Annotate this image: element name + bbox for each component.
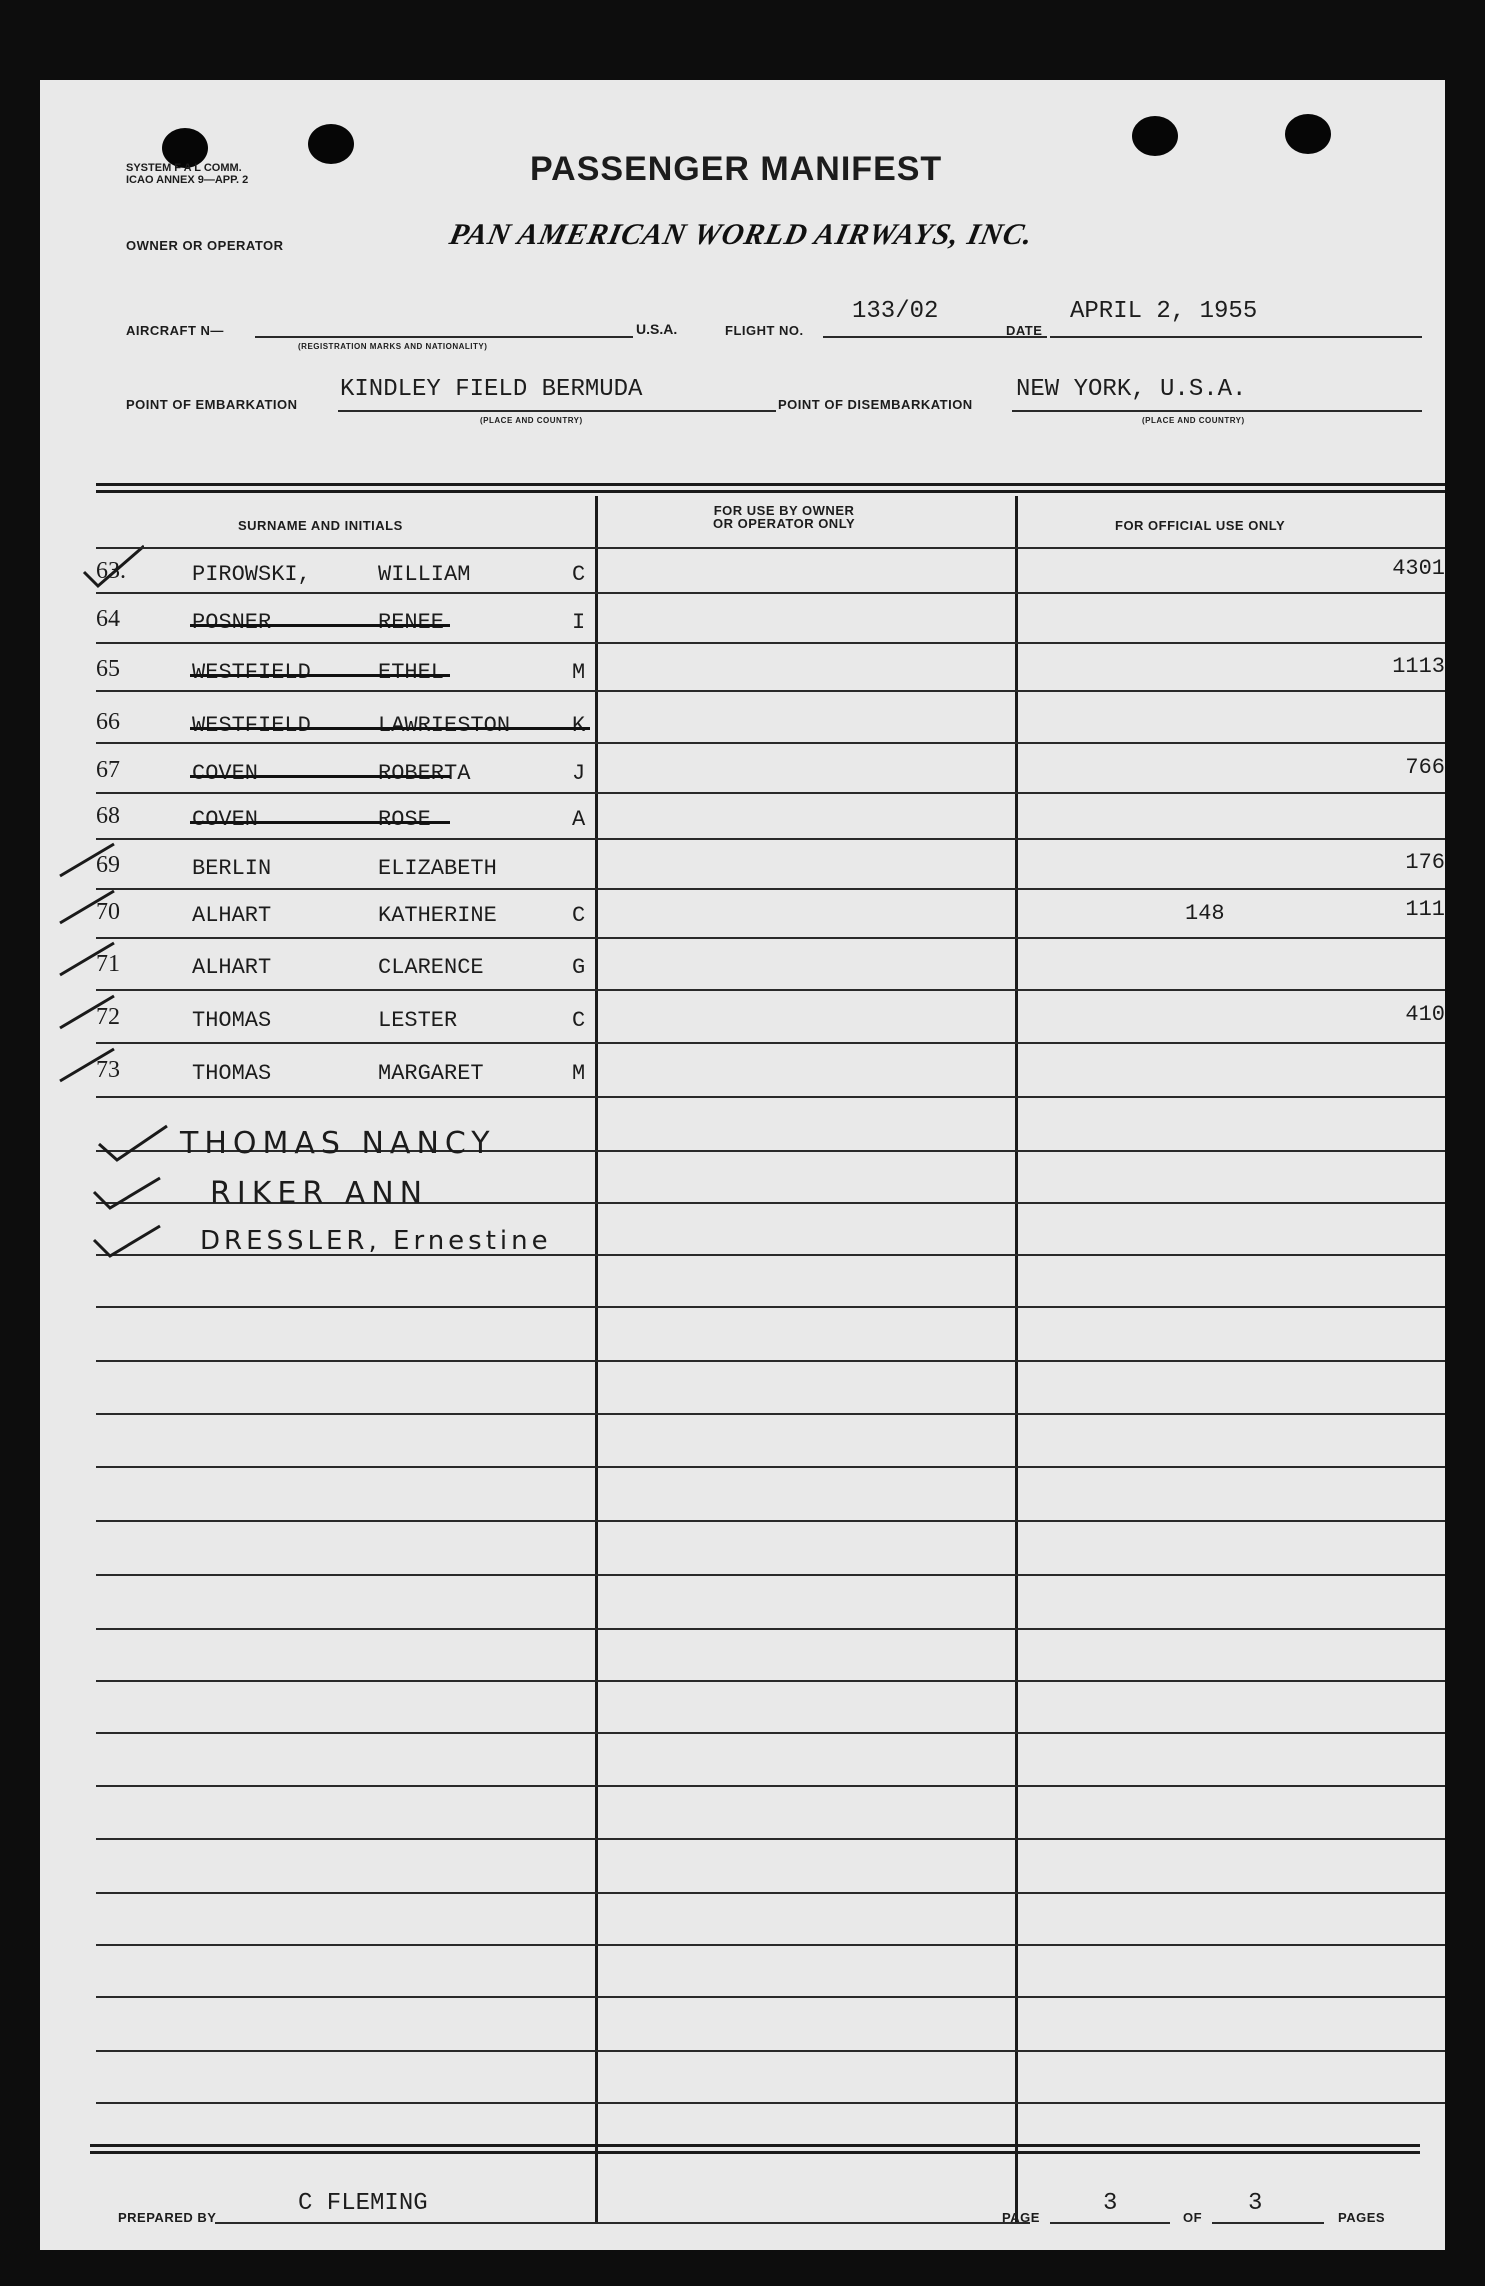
flight-value: 133/02 <box>852 298 939 325</box>
column-header-line: FOR USE BY OWNER <box>713 503 855 518</box>
place-note: (PLACE AND COUNTRY) <box>1142 416 1245 425</box>
ruled-line <box>96 1838 1445 1840</box>
place-note: (PLACE AND COUNTRY) <box>480 416 583 425</box>
usa-label: U.S.A. <box>636 321 678 337</box>
ruled-line <box>96 888 1445 890</box>
row-number: 69 <box>96 852 120 878</box>
passenger-surname: WESTFIELD <box>192 660 311 685</box>
disembark-label: POINT OF DISEMBARKATION <box>778 397 973 412</box>
passenger-given-name: LESTER <box>378 1008 458 1033</box>
prepared-value: C FLEMING <box>298 2190 428 2217</box>
passenger-initial: M <box>572 1061 586 1086</box>
official-use-value: 1113 <box>1392 654 1445 679</box>
official-use-value: 766 <box>1405 755 1445 780</box>
row-number: 70 <box>96 899 120 925</box>
ruled-line <box>96 547 1445 549</box>
strikethrough <box>190 674 450 677</box>
embark-label: POINT OF EMBARKATION <box>126 397 298 412</box>
table-top-rule <box>96 483 1445 486</box>
ruled-line <box>96 642 1445 644</box>
ruled-line <box>96 1466 1445 1468</box>
aircraft-label: AIRCRAFT N— <box>126 323 224 338</box>
passenger-surname: COVEN <box>192 761 259 786</box>
of-label: OF <box>1183 2210 1203 2225</box>
handwritten-entry: THOMAS NANCY <box>180 1126 496 1161</box>
ruled-line <box>96 1360 1445 1362</box>
ruled-line <box>96 690 1445 692</box>
passenger-given-name: LAWRIESTON <box>378 713 511 738</box>
passenger-initial: M <box>572 660 586 685</box>
prepared-line <box>215 2222 1030 2224</box>
owner-use-value: 148 <box>1185 901 1225 926</box>
row-number: 64 <box>96 606 120 632</box>
passenger-given-name: WILLIAM <box>378 562 471 587</box>
row-number: 63. <box>96 558 126 584</box>
passenger-given-name: CLARENCE <box>378 955 484 980</box>
row-number: 67 <box>96 757 120 783</box>
passenger-surname: THOMAS <box>192 1061 272 1086</box>
ruled-line <box>96 1520 1445 1522</box>
column-header-surname: SURNAME AND INITIALS <box>238 518 403 533</box>
prepared-label: PREPARED BY <box>118 2210 217 2225</box>
ruled-line <box>96 2050 1445 2052</box>
punch-hole <box>1132 116 1178 156</box>
ruled-line <box>96 1306 1445 1308</box>
page-value: 3 <box>1103 2190 1118 2217</box>
passenger-initial: J <box>572 761 586 786</box>
table-top-rule <box>96 490 1445 493</box>
pages-label: PAGES <box>1338 2210 1386 2225</box>
official-use-value: 176 <box>1405 850 1445 875</box>
row-number: 68 <box>96 803 120 829</box>
column-header-owner <box>713 504 855 530</box>
flight-label: FLIGHT NO. <box>725 323 804 338</box>
footer-rule <box>90 2144 1420 2147</box>
handwritten-entry: RIKER ANN <box>210 1176 429 1211</box>
manifest-page <box>40 80 1445 2250</box>
row-number: 65 <box>96 656 120 682</box>
checkmark-icon <box>90 1170 170 1216</box>
official-use-value: 111 <box>1405 897 1445 922</box>
passenger-surname: THOMAS <box>192 1008 272 1033</box>
of-line <box>1212 2222 1324 2224</box>
footer-rule <box>90 2151 1420 2154</box>
ruled-line <box>96 1096 1445 1098</box>
row-number: 71 <box>96 951 120 977</box>
date-label: DATE <box>1006 323 1043 338</box>
ruled-line <box>96 1996 1445 1998</box>
embark-value: KINDLEY FIELD BERMUDA <box>340 376 643 403</box>
passenger-surname: COVEN <box>192 807 259 832</box>
passenger-surname: BERLIN <box>192 856 272 881</box>
owner-label: OWNER OR OPERATOR <box>126 238 284 253</box>
ruled-line <box>96 792 1445 794</box>
passenger-initial: C <box>572 1008 586 1033</box>
column-header-official: FOR OFFICIAL USE ONLY <box>1115 518 1286 533</box>
passenger-surname: WESTFIELD <box>192 713 311 738</box>
ruled-line <box>96 1732 1445 1734</box>
disembark-line <box>1012 410 1422 412</box>
embark-line <box>338 410 776 412</box>
checkmark-icon <box>54 988 144 1038</box>
strikethrough <box>190 775 450 778</box>
page-label: PAGE <box>1002 2210 1040 2225</box>
passenger-given-name: ROBERTA <box>378 761 471 786</box>
checkmark-icon <box>90 1220 170 1266</box>
strikethrough <box>190 624 450 627</box>
row-number: 73 <box>96 1057 120 1083</box>
page-line <box>1050 2222 1170 2224</box>
passenger-given-name: KATHERINE <box>378 903 497 928</box>
official-use-value: 410 <box>1405 1002 1445 1027</box>
ruled-line <box>96 1680 1445 1682</box>
checkmark-icon <box>54 1041 144 1091</box>
passenger-initial: K <box>572 713 586 738</box>
passenger-given-name: MARGARET <box>378 1061 484 1086</box>
stamp-line: SYSTEM F A L COMM. <box>126 162 242 174</box>
handwritten-entry: DRESSLER, Ernestine <box>200 1226 552 1256</box>
passenger-given-name: ETHEL <box>378 660 445 685</box>
ruled-line <box>96 937 1445 939</box>
owner-value: PAN AMERICAN WORLD AIRWAYS, INC. <box>446 218 1037 251</box>
ruled-line <box>96 1628 1445 1630</box>
official-use-value: 4301 <box>1392 556 1445 581</box>
date-value: APRIL 2, 1955 <box>1070 298 1258 325</box>
strikethrough <box>190 727 590 730</box>
passenger-given-name: RENEE <box>378 610 445 635</box>
ruled-line <box>96 1785 1445 1787</box>
ruled-line <box>96 1892 1445 1894</box>
punch-hole <box>308 124 354 164</box>
ruled-line <box>96 742 1445 744</box>
ruled-line <box>96 1944 1445 1946</box>
page-title: PASSENGER MANIFEST <box>530 150 943 188</box>
passenger-initial: G <box>572 955 586 980</box>
pages-value: 3 <box>1248 2190 1263 2217</box>
stamp-line: ICAO ANNEX 9—APP. 2 <box>126 174 249 186</box>
row-number: 66 <box>96 709 120 735</box>
row-number: 72 <box>96 1004 120 1030</box>
column-header-line: OR OPERATOR ONLY <box>713 516 856 531</box>
ruled-line <box>96 838 1445 840</box>
passenger-initial: C <box>572 562 586 587</box>
ruled-line <box>96 592 1445 594</box>
passenger-initial: I <box>572 610 586 635</box>
passenger-initial: A <box>572 807 586 832</box>
disembark-value: NEW YORK, U.S.A. <box>1016 376 1247 403</box>
passenger-initial: C <box>572 903 586 928</box>
checkmark-icon <box>54 935 144 985</box>
passenger-surname: PIROWSKI, <box>192 562 311 587</box>
registration-note: (REGISTRATION MARKS AND NATIONALITY) <box>298 342 488 351</box>
ruled-line <box>96 1574 1445 1576</box>
passenger-surname: ALHART <box>192 955 272 980</box>
checkmark-icon <box>95 1120 175 1166</box>
ruled-line <box>96 1042 1445 1044</box>
checkmark-icon <box>54 542 144 592</box>
strikethrough <box>190 821 450 824</box>
ruled-line <box>96 2102 1445 2104</box>
passenger-given-name: ROSE <box>378 807 431 832</box>
aircraft-line <box>255 336 633 338</box>
date-line <box>1050 336 1422 338</box>
ruled-line <box>96 1413 1445 1415</box>
form-stamp <box>126 162 248 186</box>
punch-hole <box>1285 114 1331 154</box>
checkmark-icon <box>54 883 144 933</box>
passenger-surname: ALHART <box>192 903 272 928</box>
ruled-line <box>96 989 1445 991</box>
checkmark-icon <box>54 836 144 886</box>
passenger-surname: POSNER <box>192 610 272 635</box>
passenger-given-name: ELIZABETH <box>378 856 497 881</box>
